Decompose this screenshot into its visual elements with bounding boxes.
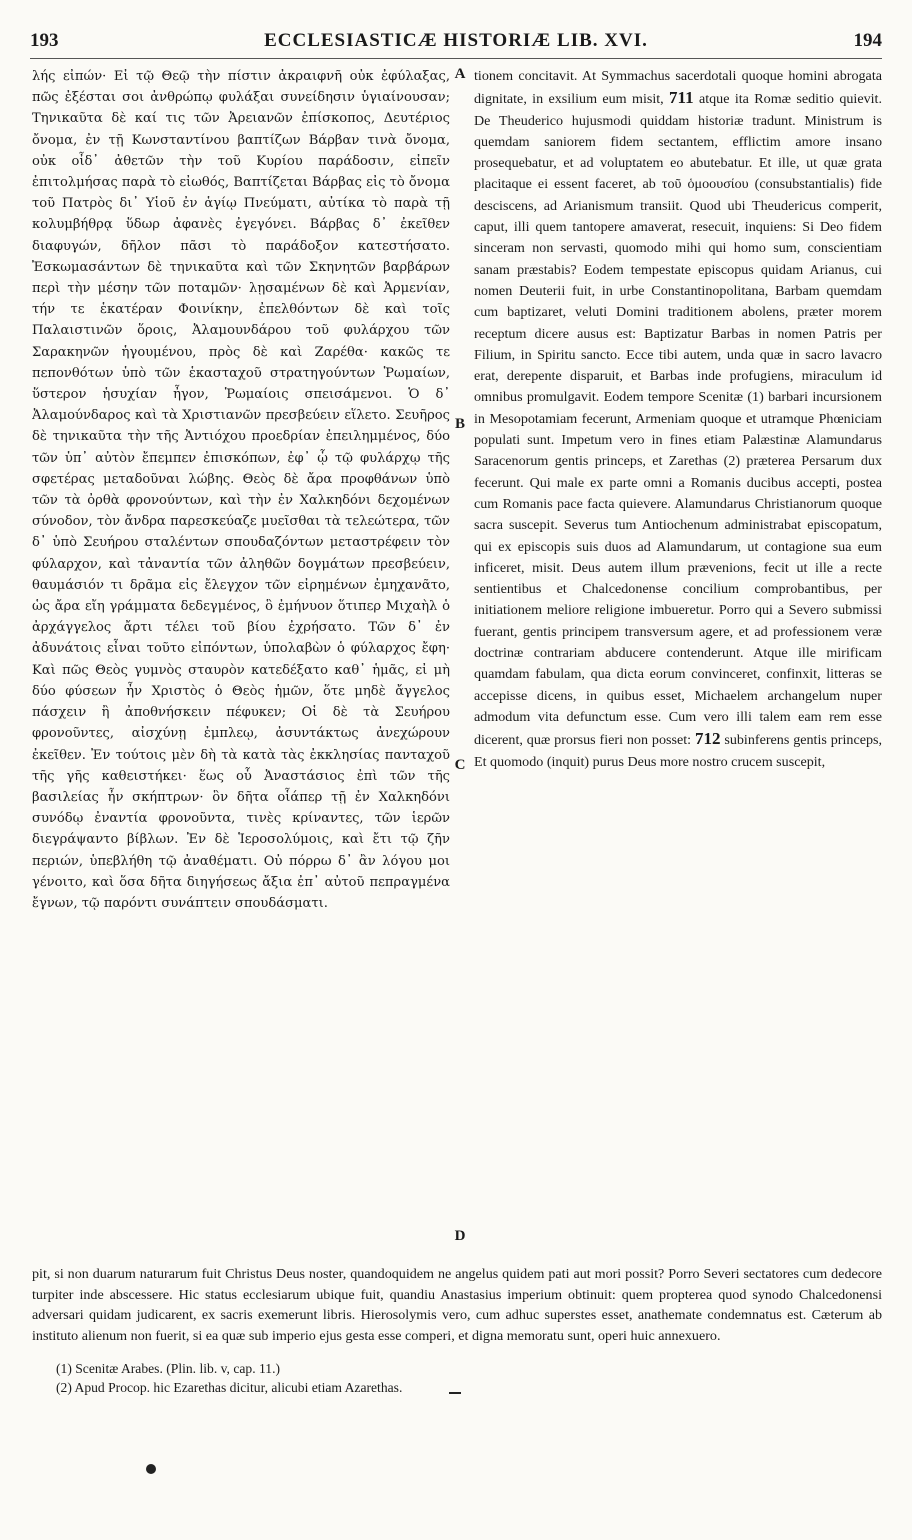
page-header bbox=[30, 30, 882, 60]
margin-marker-b: B bbox=[454, 416, 465, 432]
footnotes bbox=[56, 1359, 876, 1397]
ink-spot bbox=[146, 1464, 156, 1474]
margin-marker-a: A bbox=[454, 66, 466, 82]
footnote-2: (2) Apud Procop. hic Ezarethas dicitur, alicubi etiam Azarethas. bbox=[56, 1380, 403, 1395]
greek-column: λής εἰπών· Εἰ τῷ Θεῷ τὴν πίστιν ἀκραιφνῆ οὐκ ἐφύλαξας, πῶς ἐξέσται σοι ἀνθρώπῳ φυλάξαι συνείδησιν ὑγιαίνουσαν; Τηνικαῦτα δὲ καί τις τῶν Ἀρειανῶν ἐπίσκοπος, Δευτέριος ὄνομα, ἐν τῇ Κωνσταντίνου βαπτίζων Βάρβαν τινὰ ὄνομα, οὐκ οἶδ᾽ ἀθετῶν τὴν τοῦ Κυρίου παράδοσιν, εἰπεῖν ἐπιτολμήσας παρὰ τὸ εἰωθός, Βαπτίζεται Βάρβας εἰς τὸ ὄνομα τοῦ Πατρὸς δι᾽ Υἱοῦ ἐν ἁγίῳ Πνεύματι, αὐτίκα τὸ παρὰ τῇ κολυμβήθρᾳ ὕδωρ ἀφανὲς ἐγεγόνει. Βάρβας δ᾽ ἐκεῖθεν διαφυγών, δῆλον πᾶσι τὸ παράδοξον κατεστήσατο. Ἐσκωμασάντων δὲ τηνικαῦτα καὶ τῶν Σκηνητῶν βαρβάρων περὶ τὴν μέσην τῶν ποταμῶν· λῃσαμένων δὲ καὶ Ἀρμενίαν, τήν τε ἑκατέραν Φοινίκην, ἐπελθόντων δὲ καὶ τοῖς Παλαιστινῶν ὅροις, Ἀλαμουνδάρου τοῦ φυλάρχου τῶν Σαρακηνῶν ἡγουμένου, πρὸς δὲ καὶ Ζαρέθα· κακῶς τε πεπονθότων ὑπὸ τῶν ἑκασταχοῦ στρατηγούντων Ῥωμαίων, ὕστερον ἡσυχίαν ἦγον, Ῥωμαίοις σπεισάμενοι. Ὁ δ᾽ Ἀλαμούνδαρος καὶ τὰ Χριστιανῶν πρεσβεύειν εἵλετο. Σευῆρος δὲ τηνικαῦτα τὴν τῆς Ἀντιόχου προεδρίαν ἐπειλημμένος, δύο τῶν ὑπ᾽ αὐτὸν ἔπεμπεν ἐπισκόπων, ἐφ᾽ ᾧ τῷ φυλάρχῳ τῆς σφετέρας μεταδοῦναι λώβης. Θεὸς δὲ ἄρα προφθάνων ὑπὸ τῶν τὰ ὀρθὰ φρονούντων, καὶ τὴν ἐν Χαλκηδόνι δεχομένων σύνοδον, τὸν ἄνδρα παρεσκεύαζε μυεῖσθαι τὰ τελεώτερα, τῶν δ᾽ ὑπὸ Σευήρου σταλέντων σπουδαζόντων μεταστρέφειν τὸν φύλαρχον, καὶ τἀναντία τῶν ἀληθῶν δογμάτων πρεσβεύειν, θαυμάσιόν τι δρᾶμα εἰς ἔλεγχον τῶν εἰρημένων ἐμηχανᾶτο, ὡς ἄρα εἴη γράμματα δεδεγμένος, ὃ ἐμήνυον ὅτιπερ Μιχαὴλ ὁ ἀρχάγγελος ἄρτι τέλει τοῦ βίου ἐχρήσατο. Τῶν δ᾽ ἐν ἀδυνάτοις εἶναι τοῦτο εἰπόντων, ὑπολαβὼν ὁ φύλαρχος ἔφη· Καὶ πῶς Θεὸς γυμνὸς σταυρὸν κατεδέξατο καθ᾽ ἡμᾶς, εἰ μὴ δύο φύσεων ἦν Χριστὸς ὁ Θεὸς ἡμῶν, ὅτε μηδὲ ἄγγελος πάσχειν ἢ ἀποθνήσκειν πέφυκεν; Οἱ δὲ τὰ Σευήρου φρονοῦντες, αἰσχύνῃ ἐμπλεῳ, ἀσυντάκτως ἀνεχώρουν ἐκεῖθεν. Ἐν τούτοις μὲν δὴ τὰ κατὰ τὰς ἐκκλησίας πανταχοῦ τῆς γῆς καθειστήκει· ἕως οὗ Ἀναστάσιος ἐπὶ τῶν τῆς βασιλείας ἦν σκήπτρων· ὃν δῆτα οἷάπερ τῇ ἐν Χαλκηδόνι συνόδῳ ἐναντία φρονοῦντα, τινὲς κρίναντες, τῶν ἱερῶν διεγράψαντο βίβλων. Ἐν δὲ Ἱεροσολύμοις, καὶ ἔτι τῷ ζῆν περιών, ὑπεβλήθη τῷ ἀναθέματι. Οὐ πόρρω δ᾽ ἂν λόγου μοι γένοιτο, καὶ ὅσα δῆτα διηγήσεως ἄξια ἐπ᾽ αὐτοῦ πεπραγμένα ἔγνων, τῷ παρόντι συνάπτειν σπουδάσματι. bbox=[32, 69, 450, 911]
latin-column bbox=[474, 66, 882, 1256]
page-number-right: 194 bbox=[853, 30, 882, 51]
header-rule bbox=[30, 58, 882, 59]
column-number-712: 712 bbox=[694, 729, 721, 749]
separator-dash bbox=[449, 1392, 461, 1394]
latin-continuation: pit, si non duarum naturarum fuit Christus Deus noster, quandoquidem ne angelus quidem pati aut mori possit? Porro Severi sectatores cum dedecore turpiter inde abscessere. Hic status ecclesiarum ubique fuit, quandiu Anastasius imperium obtinuit: quem propterea quod synodo Chalcedonensi adversari quidam judicarent, ex sacris exemerunt libris. Hierosolymis vero, cum adhuc superstes esset, anathemate condemnatus est. Cæterum ab instituto alienum non fuerit, si ea quæ sub imperio ejus gesta esse comperi, et digna memoratu sunt, operi huic annexuero. bbox=[32, 1266, 882, 1344]
latin-text-part-2: atque ita Romæ seditio quievit. De Theuderico hujusmodi quiddam historiæ tradunt. Ministrum is quemdam saniorem fidem sectantem, efflictim amore insano prosequebatur, et ad voluptatem eo abutebatur. Et ille, ut quæ grata placitaque ei essent faceret, ab τοῦ ὁμοουσίου (consubstantialis) fide desciscens, ad Arianismum transiit. Quod ubi Theudericus comperit, caput, illi quem tantopere amaverat, resecuit, inquiens: Si Deo fidem sinceram non servasti, quomodo mihi qui homo sum, conscientiam sanam præstabis? Eodem tempestate episcopus quidam Arianus, cui nomen Deuterii fuit, in urbe Constantinopolitana, Barbam quemdam cum baptizaret, veluti Domini traditionem abolens, præter morem receptum dicere ausus est: Baptizatur Barbas in nomen Patris per Filium, in Spiritu sancto. Ecce tibi autem, unda quæ in sacro lavacro erat, derepente disparuit, et Barbas inde profugiens, miraculum id omnibus promulgavit. Eodem tempore Scenitæ (1) barbari incursionem in Mesopotamiam fecerunt, Armeniam quoque et utramque Phœniciam populati sunt. Impetum vero in fines etiam Palæstinæ Alamundarus Saracenorum gentis princeps, et Zarethas (2) præterea Persarum dux fecerunt. Qui male ex parte omni a Romanis ducibus accepti, postea cum Romanis pace facta quievere. Alamundarus Christianorum quoque sacra suscepit. Severus tum Antiochenum administrabat episcopatum, qui ex episcopis suis duos ad Alamundarum, ut contagione sua eum inficeret, misit. Deus autem illum prævenions, fecit ut ille a recte sentientibus et Chalcedonense concilium comprobantibus, per initiationem meliore religione imbueretur. Porro qui a Severo submissi fuerant, gentis principem transversum agere, et ad professionem veræ doctrinæ contrariam abducere contenderunt. Atque ille mirificam quamdam fabulam, qua dicta eorum convinceret, confinxit, litteras se accepisse dicens, in quibus esset, Michaelem archangelum nuper admodum vita defunctum esse. Cum vero illi talem eam rem esse dicerent, quæ prorsus fieri non posset: bbox=[474, 91, 882, 749]
page-number-left: 193 bbox=[30, 30, 59, 51]
running-title: ECCLESIASTICÆ HISTORIÆ LIB. XVI. bbox=[264, 30, 648, 51]
margin-marker-d: D bbox=[454, 1228, 466, 1244]
footnote-1: (1) Scenitæ Arabes. (Plin. lib. v, cap. 11.) bbox=[56, 1361, 281, 1376]
latin-text-part-1: tionem concitavit. At Symmachus sacerdotali quoque homini abrogata dignitate, in exsilium eum misit, bbox=[474, 68, 882, 108]
column-number-711: 711 bbox=[669, 88, 694, 108]
latin-text-part-3: subinferens gentis princeps, Et quomodo (inquit) purus Deus more nostro crucem suscepit, bbox=[474, 732, 882, 770]
margin-marker-c: C bbox=[454, 757, 466, 773]
